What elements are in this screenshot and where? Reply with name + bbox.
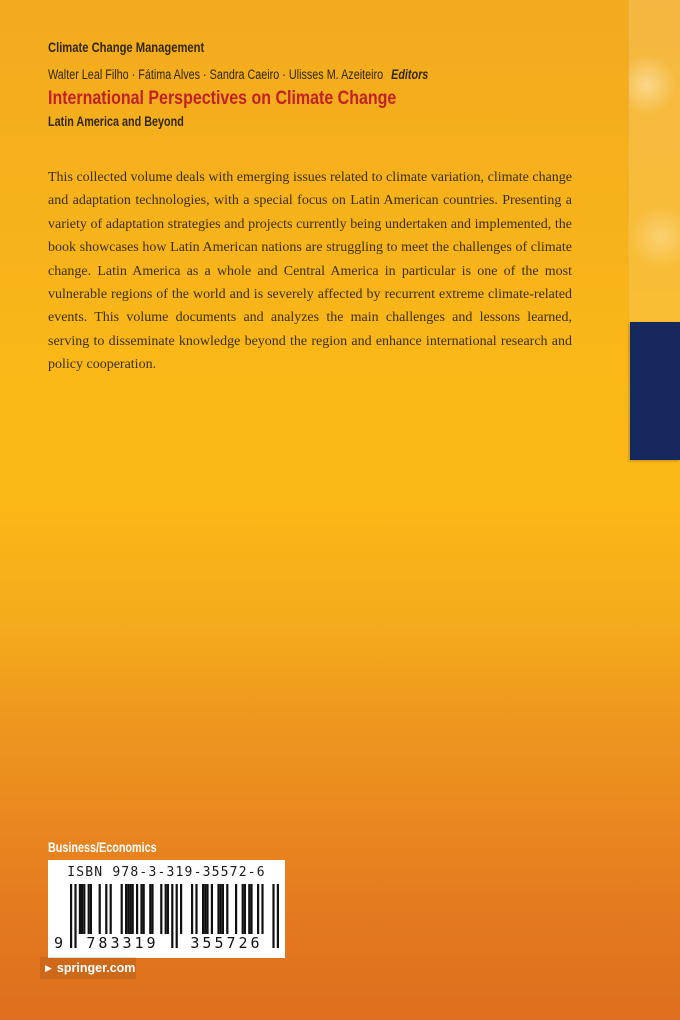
authors-line <box>48 67 428 82</box>
publisher-url: springer.com <box>56 961 136 975</box>
book-title: International Perspectives on Climate Change <box>48 87 397 109</box>
navy-accent-block <box>630 322 680 460</box>
isbn-label: ISBN 978-3-319-35572-6 <box>67 865 266 880</box>
editors-label: Editors <box>391 67 429 82</box>
series-title: Climate Change Management <box>48 39 205 55</box>
category-label: Business/Economics <box>48 840 157 855</box>
barcode-digits-group2: 355726 <box>190 934 263 952</box>
book-subtitle: Latin America and Beyond <box>48 114 184 129</box>
author-names: Walter Leal Filho · Fátima Alves · Sandra Caeiro · Ulisses M. Azeiteiro <box>48 67 384 82</box>
barcode-digit-lead: 9 <box>54 934 67 952</box>
barcode-digits-group1: 783319 <box>86 934 159 952</box>
barcode-panel <box>48 860 285 958</box>
back-cover-blurb: This collected volume deals with emerging issues related to climate variation, climate change and adaptation technologies, with a special focus on Latin American countries. Presenting a variety of adaptation strategies and projects currently being undertaken and implemented, the book showcases how Latin American nations are struggling to meet the challenges of climate change. Latin America as a whole and Central America in particular is one of the most vulnerable regions of the world and is severely affected by recurrent extreme climate-related events. This volume documents and analyzes the main challenges and lessons learned, serving to disseminate knowledge beyond the region and enhance international research and policy cooperation. <box>48 170 572 373</box>
publisher-band <box>40 957 136 979</box>
arrow-right-icon: ▶ <box>45 962 52 973</box>
